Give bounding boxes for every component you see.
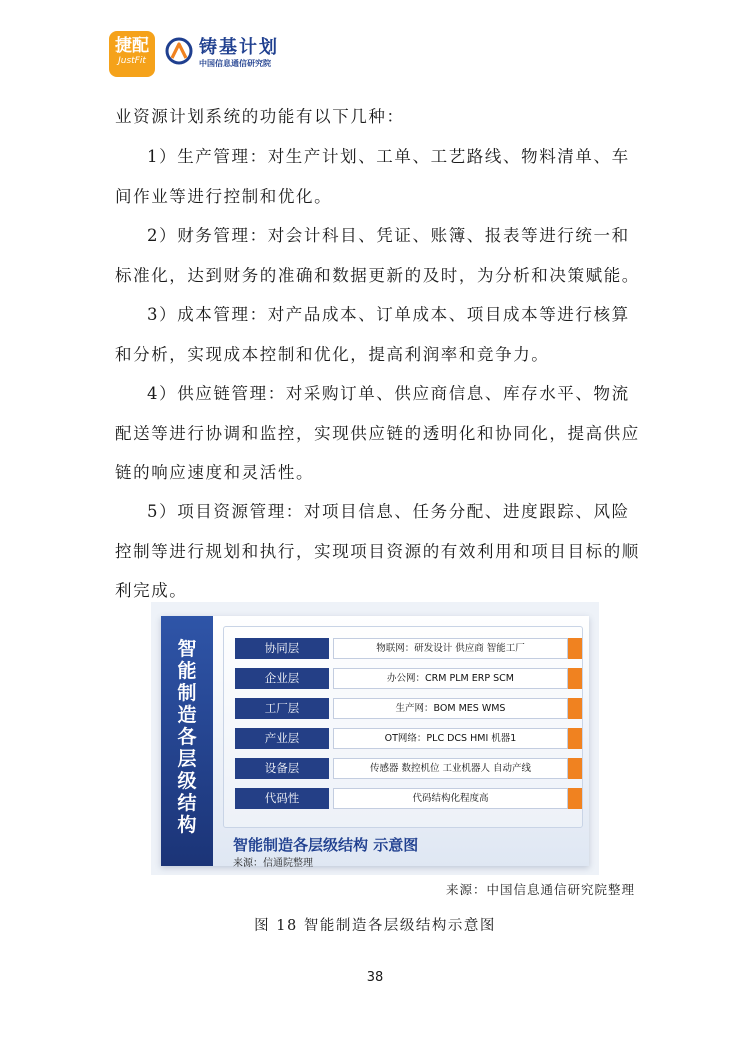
figure-source: 来源：信通院整理: [233, 858, 313, 869]
zhuji-subtitle: 中国信息通信研究院: [199, 59, 271, 68]
layer-label: 产业层: [235, 728, 329, 749]
layer-value: OT网络：PLC DCS HMI 机器1: [333, 728, 568, 749]
layer-value: 代码结构化程度高: [333, 788, 568, 809]
figure-side-title: 智能制造各层级结构: [177, 638, 197, 836]
paragraph-project: 5）项目资源管理：对项目信息、任务分配、进度跟踪、风险控制等进行规划和执行，实现项目资源的有效利用和项目目标的顺利完成。: [115, 502, 640, 600]
justfit-logo-cn: 捷配: [115, 36, 149, 56]
justfit-logo-en: JustFit: [118, 56, 146, 66]
layer-accent: [568, 638, 582, 659]
layer-value: 办公网：CRM PLM ERP SCM: [333, 668, 568, 689]
layer-label: 设备层: [235, 758, 329, 779]
layer-row: [235, 668, 582, 689]
layer-value: 传感器 数控机位 工业机器人 自动产线: [333, 758, 568, 779]
paragraph-production: 1）生产管理：对生产计划、工单、工艺路线、物料清单、车间作业等进行控制和优化。: [115, 147, 630, 206]
figure-title: 智能制造各层级结构 示意图: [233, 836, 419, 854]
layer-row: [235, 638, 582, 659]
zhuji-logo-icon: [164, 36, 194, 66]
paragraph-cost: 3）成本管理：对产品成本、订单成本、项目成本等进行核算和分析，实现成本控制和优化，提高利润率和竞争力。: [115, 305, 630, 364]
layer-label: 工厂层: [235, 698, 329, 719]
page-number: 38: [366, 970, 384, 985]
layer-label: 企业层: [235, 668, 329, 689]
paragraph-supply-chain: 4）供应链管理：对采购订单、供应商信息、库存水平、物流配送等进行协调和监控，实现供应链的透明化和协同化，提高供应链的响应速度和灵活性。: [115, 384, 640, 482]
layer-row: [235, 728, 582, 749]
figure-side-bar: [161, 616, 213, 866]
source-note: 来源：中国信息通信研究院整理: [445, 882, 635, 897]
figure-image: [151, 602, 599, 875]
paragraph-intro: 业资源计划系统的功能有以下几种：: [115, 107, 405, 126]
layer-accent: [568, 758, 582, 779]
justfit-logo: [109, 31, 155, 77]
layer-row: [235, 758, 582, 779]
layer-accent: [568, 728, 582, 749]
layer-value: 物联网：研发设计 供应商 智能工厂: [333, 638, 568, 659]
layer-accent: [568, 788, 582, 809]
figure-caption: 图 18 智能制造各层级结构示意图: [254, 918, 496, 934]
figure-panel: [161, 616, 589, 869]
layer-accent: [568, 668, 582, 689]
layer-value: 生产网：BOM MES WMS: [333, 698, 568, 719]
zhuji-title: 铸基计划: [199, 37, 279, 58]
layer-label: 代码性: [235, 788, 329, 809]
layer-accent: [568, 698, 582, 719]
layer-row: [235, 788, 582, 809]
paragraph-finance: 2）财务管理：对会计科目、凭证、账簿、报表等进行统一和标准化，达到财务的准确和数据更新的及时，为分析和决策赋能。: [115, 226, 640, 285]
layer-row: [235, 698, 582, 719]
layer-label: 协同层: [235, 638, 329, 659]
